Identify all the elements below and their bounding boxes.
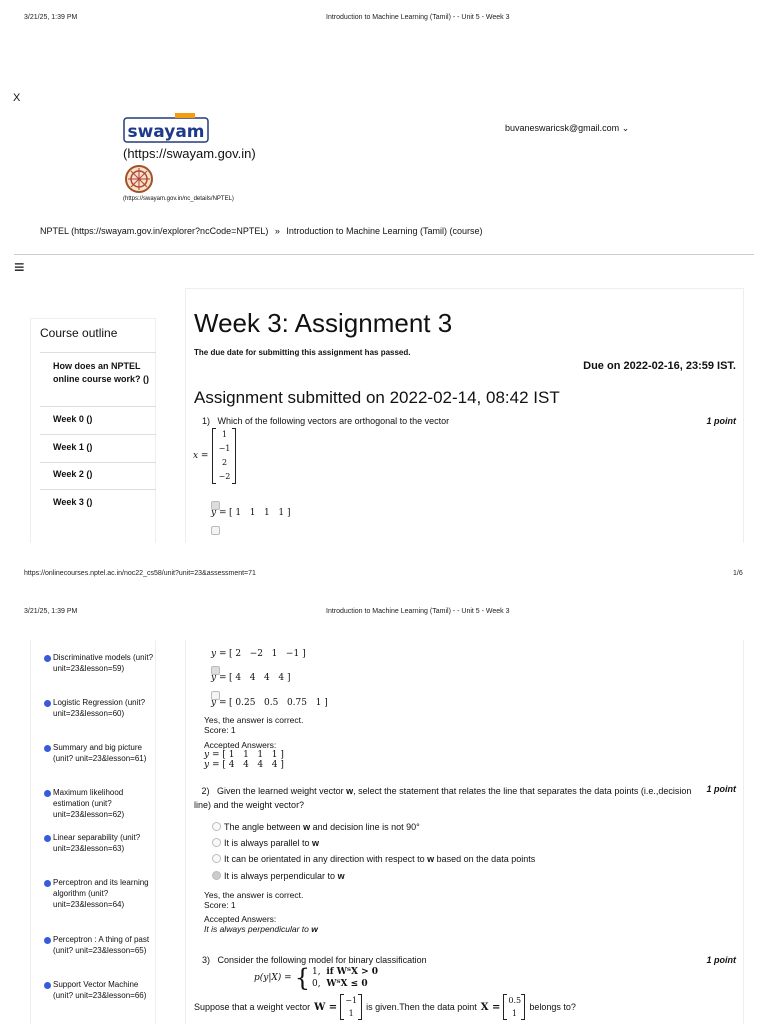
case-condition: if WᵀX > 0: [326, 967, 379, 977]
radio-button[interactable]: [212, 838, 221, 847]
accepted-label: Accepted Answers:: [204, 740, 277, 750]
question-prompt: Consider the following model for binary classification: [217, 955, 427, 965]
bullet-icon: [44, 937, 51, 944]
vector-label: y =: [211, 673, 227, 683]
sidebar-lesson[interactable]: [44, 979, 154, 1001]
q1-feedback: [204, 715, 303, 735]
question-prompt: , select the statement that relates the line that separates the data points (i.e.,decision: [353, 786, 692, 796]
radio-button[interactable]: [212, 854, 221, 863]
vector-entry: −1: [345, 996, 358, 1005]
sidebar-lesson[interactable]: [44, 832, 154, 854]
close-button[interactable]: X: [13, 92, 21, 104]
question-1-text: [202, 416, 449, 426]
option-text: It is always parallel to: [224, 838, 313, 848]
question-prompt: belongs to?: [529, 1002, 576, 1012]
weight-symbol: w: [311, 924, 318, 934]
sidebar-lesson[interactable]: [44, 877, 154, 910]
vector-entry: 4: [228, 760, 235, 770]
user-menu[interactable]: [505, 123, 629, 134]
question-points: 1 point: [706, 416, 736, 426]
weight-symbol: w: [427, 854, 435, 864]
breadcrumb-separator: »: [274, 226, 280, 236]
sidebar-lesson-label: Perceptron : A thing of past (unit? unit=23&lesson=65): [53, 935, 150, 955]
submitted-notice: Assignment submitted on 2022-02-14, 08:42 IST: [194, 388, 560, 407]
divider: [14, 254, 754, 255]
print-title: Introduction to Machine Learning (Tamil) - - Unit 5 - Week 3: [326, 14, 510, 21]
vector-entry: 2: [235, 649, 242, 659]
question-prompt: line) and the weight vector?: [194, 800, 305, 810]
vector-label: y =: [211, 508, 227, 518]
due-passed-notice: The due date for submitting this assignment has passed.: [194, 348, 411, 357]
sidebar-lesson-label: Support Vector Machine (unit? unit=23&lesson=66): [53, 980, 147, 1000]
vector-entry: 1: [257, 750, 264, 760]
case-condition: WᵀX ≤ 0: [326, 979, 368, 989]
divider: [40, 406, 156, 407]
divider: [40, 462, 156, 463]
sidebar-item-week-2[interactable]: Week 2 (): [53, 469, 93, 479]
vector-entry: 1: [271, 750, 278, 760]
option-vector: y = [ 0.25 0.5 0.75 1 ]: [211, 698, 328, 708]
question-prompt: Given the learned weight vector: [217, 786, 344, 796]
score-text: Score: 1: [204, 900, 236, 910]
due-date: Due on 2022-02-16, 23:59 IST.: [583, 360, 736, 372]
vector-label: y =: [211, 698, 227, 708]
swayam-link[interactable]: (https://swayam.gov.in): [123, 146, 256, 161]
vector-entry: 4: [278, 673, 285, 683]
question-points: 1 point: [706, 784, 736, 794]
accepted-answer: It is always perpendicular to: [204, 924, 312, 934]
option-text: and decision line is not 90°: [310, 822, 420, 832]
weight-label: W =: [314, 1001, 338, 1013]
sidebar-lesson[interactable]: [44, 787, 154, 820]
vector-entry: 2: [221, 458, 228, 467]
question-3-text: [202, 955, 427, 965]
sidebar-lesson[interactable]: [44, 742, 154, 764]
weight-symbol: w: [312, 838, 320, 848]
feedback-text: Yes, the answer is correct.: [204, 715, 304, 725]
vector-label: y =: [211, 649, 227, 659]
q2-option[interactable]: [212, 822, 420, 832]
divider: [40, 489, 156, 490]
case-value: 0,: [312, 979, 321, 989]
sidebar-lesson-label: Linear separability (unit? unit=23&lesson=63): [53, 833, 141, 853]
vector-entry: 0.5: [508, 996, 522, 1005]
q2-option[interactable]: [212, 871, 345, 881]
accepted-answers: Accepted Answers: y = [ 1 1 1 1 ] y = [ 4 4 4 4 ]: [204, 740, 284, 770]
vector-entry: 1: [278, 508, 285, 518]
option-vector: y = [ 2 −2 1 −1 ]: [211, 649, 306, 659]
weight-symbol: w: [346, 786, 354, 796]
radio-button[interactable]: [212, 822, 221, 831]
vector-entry: 1: [249, 508, 256, 518]
vector-label: x =: [193, 451, 209, 461]
bullet-icon: [44, 700, 51, 707]
breadcrumb-course[interactable]: Introduction to Machine Learning (Tamil) (course): [286, 226, 483, 236]
vector-label: y =: [204, 750, 220, 760]
sidebar-lesson[interactable]: [44, 652, 154, 674]
sidebar-lesson-label: Maximum likelihood estimation (unit? unit=23&lesson=62): [53, 788, 125, 819]
divider: [40, 352, 156, 353]
vector-entry: 1: [235, 508, 242, 518]
user-email: buvaneswaricsk@gmail.com: [505, 123, 620, 133]
case-value: 1,: [312, 967, 321, 977]
swayam-logo-text: swayam: [127, 122, 205, 142]
option-text: based on the data points: [434, 854, 536, 864]
nptel-logo[interactable]: [124, 164, 154, 199]
vector-entry: −2: [218, 472, 231, 481]
sidebar-lesson[interactable]: [44, 934, 154, 956]
vector-entry: 1: [271, 649, 278, 659]
vector-entry: 0.5: [264, 698, 279, 708]
bullet-icon: [44, 880, 51, 887]
option-text: It is always perpendicular to: [224, 871, 338, 881]
vector-entry: 1: [264, 508, 270, 518]
question-prompt: Suppose that a weight vector: [194, 1002, 311, 1012]
sidebar-lesson-label: Perceptron and its learning algorithm (unit? unit=23&lesson=64): [53, 878, 149, 909]
vector-entry: 4: [264, 673, 270, 683]
vector-label: y =: [204, 760, 220, 770]
model-equation: p(y|X) = { 1, if WᵀX > 0 0, WᵀX ≤ 0: [254, 964, 379, 992]
q2-option[interactable]: [212, 854, 535, 864]
weight-symbol: w: [337, 871, 345, 881]
vector-entry: 1: [348, 1009, 354, 1018]
question-number: 1): [202, 416, 211, 426]
vector-entry: −2: [249, 649, 263, 659]
vector-entry: 1: [511, 1009, 517, 1018]
model-lhs: p(y|X) =: [254, 973, 292, 983]
option-vector: y = [ 1 1 1 1 ]: [211, 508, 291, 518]
option-text: The angle between: [224, 822, 304, 832]
q2-option[interactable]: [212, 838, 319, 848]
sidebar-item-how-nptel[interactable]: How does an NPTEL online course work? (): [53, 361, 150, 384]
menu-icon[interactable]: ≡: [14, 257, 25, 277]
divider: [40, 434, 156, 435]
vector-entry: 1: [228, 750, 235, 760]
score-text: Score: 1: [204, 725, 236, 735]
sidebar-item-week-0[interactable]: Week 0 (): [53, 414, 93, 424]
question-prompt: Which of the following vectors are orthogonal to the vector: [217, 416, 450, 426]
vector-entry: 4: [235, 673, 242, 683]
breadcrumb-nptel[interactable]: NPTEL (https://swayam.gov.in/explorer?ncCode=NPTEL): [40, 226, 269, 236]
vector-entry: 1: [221, 430, 228, 439]
vector-entry: 4: [243, 760, 249, 770]
print-url: https://onlinecourses.nptel.ac.in/noc22_cs58/unit?unit=23&assessment=71: [24, 570, 256, 577]
radio-button[interactable]: [212, 871, 221, 880]
nptel-link[interactable]: (https://swayam.gov.in/nc_details/NPTEL): [123, 196, 234, 202]
course-outline-title: Course outline: [40, 326, 118, 340]
q2-feedback: [204, 890, 303, 910]
vector-entry: −1: [285, 649, 300, 659]
option-checkbox[interactable]: [211, 522, 220, 540]
question-points: 1 point: [706, 955, 736, 965]
accepted-answers: [204, 914, 318, 934]
question-number: 2): [201, 786, 210, 796]
sidebar-lesson-label: Logistic Regression (unit? unit=23&lesson=60): [53, 698, 146, 718]
weight-symbol: w: [303, 822, 311, 832]
print-page-number: 1/6: [733, 570, 743, 577]
breadcrumb: [40, 226, 483, 236]
vector-entry: −1: [218, 444, 231, 453]
print-timestamp: 3/21/25, 1:39 PM: [24, 608, 78, 615]
option-vector: y = [ 4 4 4 4 ]: [211, 673, 291, 683]
q3-suppose: [194, 994, 576, 1020]
bullet-icon: [44, 835, 51, 842]
accepted-label: Accepted Answers:: [204, 914, 277, 924]
data-point-label: X =: [480, 1001, 501, 1013]
sidebar-item-week-3[interactable]: Week 3 (): [53, 497, 93, 507]
feedback-text: Yes, the answer is correct.: [204, 890, 304, 900]
sidebar-lesson[interactable]: [44, 697, 154, 719]
vector-entry: 1: [243, 750, 249, 760]
sidebar-lesson-label: Summary and big picture (unit? unit=23&lesson=61): [53, 743, 147, 763]
vector-x: [193, 428, 236, 484]
vector-entry: 0.75: [286, 698, 307, 708]
sidebar-item-week-1[interactable]: Week 1 (): [53, 442, 93, 452]
print-title: Introduction to Machine Learning (Tamil) - - Unit 5 - Week 3: [326, 608, 510, 615]
sidebar-lesson-label: Discriminative models (unit? unit=23&lesson=59): [53, 653, 154, 673]
bullet-icon: [44, 745, 51, 752]
option-text: It can be orientated in any direction with respect to: [224, 854, 428, 864]
vector-entry: 4: [257, 760, 264, 770]
vector-entry: 1: [315, 698, 322, 708]
chevron-down-icon: ⌄: [621, 123, 630, 133]
bullet-icon: [44, 790, 51, 797]
question-2-text: [194, 784, 694, 812]
bullet-icon: [44, 982, 51, 989]
bullet-icon: [44, 655, 51, 662]
question-prompt: is given.Then the data point: [366, 1002, 477, 1012]
print-timestamp: 3/21/25, 1:39 PM: [24, 14, 78, 21]
page-title: Week 3: Assignment 3: [194, 308, 453, 338]
vector-entry: 4: [249, 673, 256, 683]
question-number: 3): [202, 955, 211, 965]
vector-entry: 4: [271, 760, 278, 770]
vector-entry: 0.25: [235, 698, 256, 708]
